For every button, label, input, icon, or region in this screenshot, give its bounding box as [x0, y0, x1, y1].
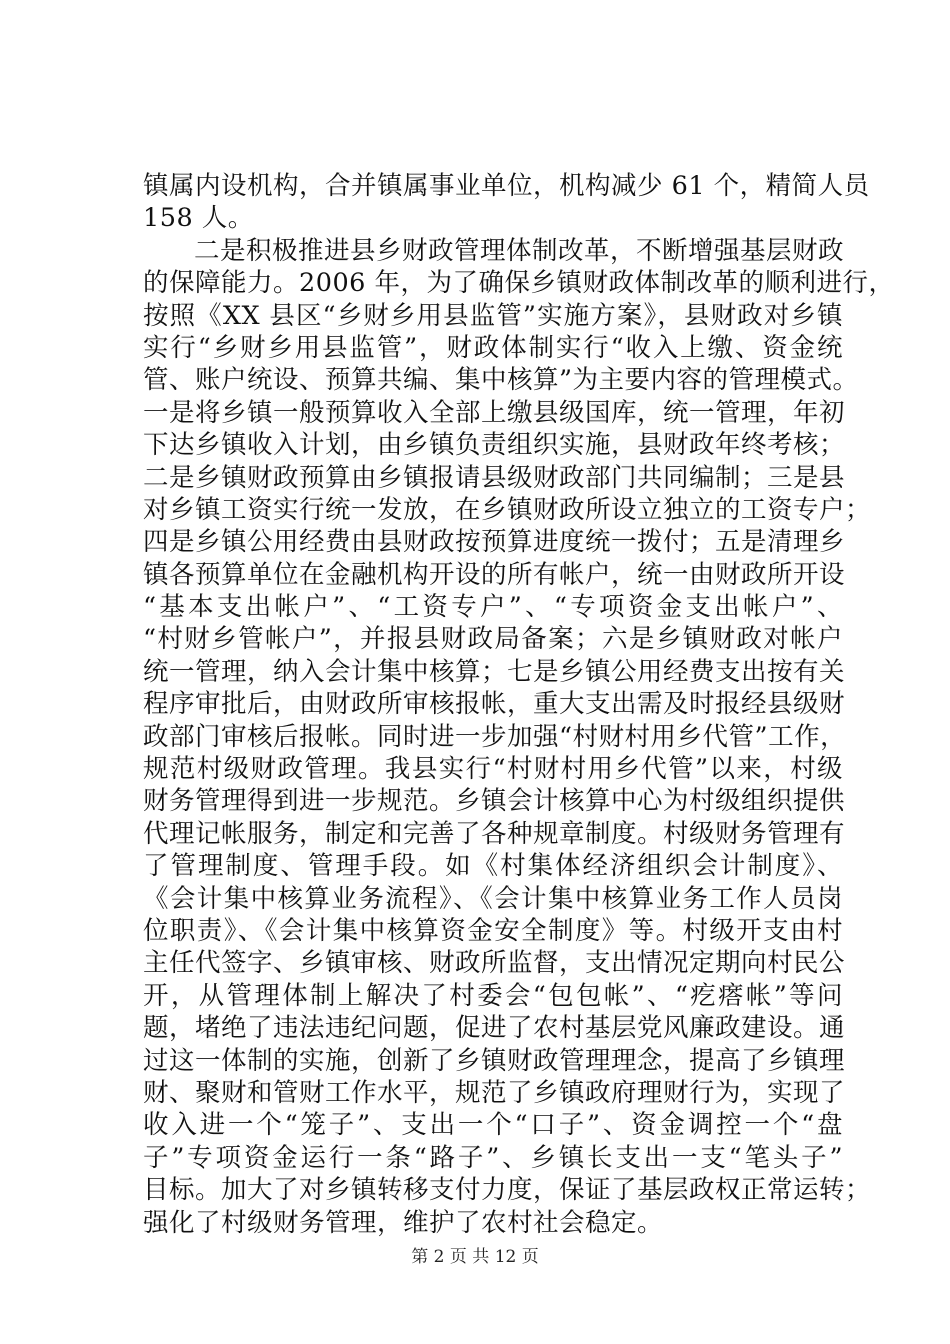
- text-line: 开，从管理体制上解决了村委会“包包帐”、“疙瘩帐”等问: [143, 980, 843, 1011]
- text-line: 收入进一个“笼子”、支出一个“口子”、资金调控一个“盘: [143, 1110, 843, 1141]
- text-line: 代理记帐服务，制定和完善了各种规章制度。村级财务管理有: [143, 818, 846, 849]
- text-line: 统一管理，纳入会计集中核算；七是乡镇公用经费支出按有关: [143, 656, 846, 687]
- text-line: 158 人。: [143, 203, 254, 234]
- page-number-footer: 第 2 页 共 12 页: [411, 1247, 539, 1267]
- text-line: 主任代签字、乡镇审核、财政所监督，支出情况定期向村民公: [143, 948, 846, 979]
- text-line: 二是乡镇财政预算由乡镇报请县级财政部门共同编制；三是县: [143, 462, 846, 493]
- text-line: 程序审批后，由财政所审核报帐，重大支出需及时报经县级财: [143, 689, 846, 720]
- text-line: 镇各预算单位在金融机构开设的所有帐户，统一由财政所开设: [143, 559, 846, 590]
- text-line: 过这一体制的实施，创新了乡镇财政管理理念，提高了乡镇理: [143, 1045, 846, 1076]
- text-line: 子”专项资金运行一条“路子”、乡镇长支出一支“笔头子”: [143, 1142, 843, 1173]
- paragraph-first-line: 二是积极推进县乡财政管理体制改革，不断增强基层财政: [194, 235, 845, 266]
- text-line: 题，堵绝了违法违纪问题，促进了农村基层党风廉政建设。通: [143, 1013, 846, 1044]
- text-line: 政部门审核后报帐。同时进一步加强“村财村用乡代管”工作，: [143, 721, 847, 752]
- text-line: 了管理制度、管理手段。如《村集体经济组织会计制度》、: [143, 851, 843, 882]
- text-line: 对乡镇工资实行统一发放，在乡镇财政所设立独立的工资专户；: [143, 494, 872, 525]
- text-line: 下达乡镇收入计划，由乡镇负责组织实施，县财政年终考核；: [143, 430, 846, 461]
- text-line: 目标。加大了对乡镇转移支付力度，保证了基层政权正常运转；: [143, 1175, 872, 1206]
- text-line: 财务管理得到进一步规范。乡镇会计核算中心为村级组织提供: [143, 786, 846, 817]
- text-line: “基本支出帐户”、“工资专户”、“专项资金支出帐户”、: [143, 592, 843, 623]
- text-line: 四是乡镇公用经费由县财政按预算进度统一拨付；五是清理乡: [143, 527, 846, 558]
- text-line: 实行“乡财乡用县监管”，财政体制实行“收入上缴、资金统: [143, 332, 843, 363]
- text-line: 强化了村级财务管理，维护了农村社会稳定。: [143, 1207, 664, 1238]
- text-line: “村财乡管帐户”，并报县财政局备案；六是乡镇财政对帐户: [143, 624, 843, 655]
- text-line: 一是将乡镇一般预算收入全部上缴县级国库，统一管理，年初: [143, 397, 846, 428]
- text-line: 位职责》、《会计集中核算资金安全制度》等。村级开支由村: [143, 915, 843, 946]
- text-line: 的保障能力。2006 年，为了确保乡镇财政体制改革的顺利进行，: [143, 268, 895, 299]
- text-line: 规范村级财政管理。我县实行“村财村用乡代管”以来，村级: [143, 754, 843, 785]
- text-line: 管、账户统设、预算共编、集中核算”为主要内容的管理模式。: [143, 365, 859, 396]
- text-line: 镇属内设机构，合并镇属事业单位，机构减少 61 个，精简人员: [143, 171, 870, 201]
- text-line: 按照《XX 县区“乡财乡用县监管”实施方案》，县财政对乡镇: [143, 300, 843, 331]
- text-line: 《会计集中核算业务流程》、《会计集中核算业务工作人员岗: [143, 883, 843, 914]
- text-line: 财、聚财和管财工作水平，规范了乡镇政府理财行为，实现了: [143, 1077, 846, 1108]
- body-text: [143, 170, 895, 1239]
